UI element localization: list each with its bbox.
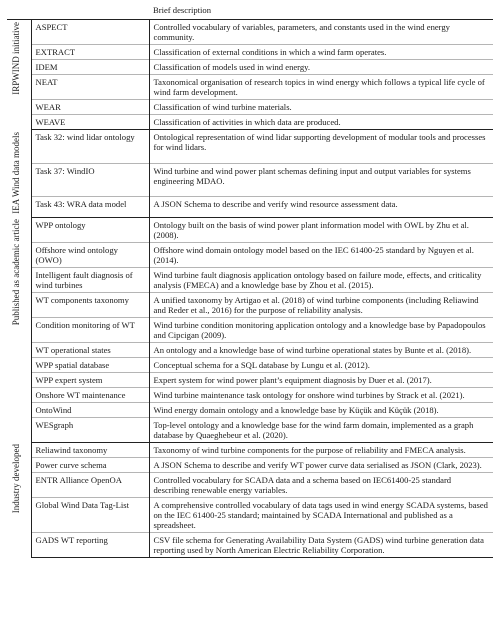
item-description: A comprehensive controlled vocabulary of data tags used in wind energy SCADA systems, based on the IEC 61400-25 standard; maintained by SCADA International and published as a spreadsheet. [149,497,493,532]
item-name: Task 32: wind lidar ontology [31,130,149,164]
item-description: Expert system for wind power plant’s equipment diagnosis by Duer et al. (2017). [149,372,493,387]
table-row [7,457,493,472]
table-row [7,267,493,292]
table-row [7,342,493,357]
item-name: ASPECT [31,20,149,45]
table-row [7,532,493,557]
item-name: NEAT [31,75,149,100]
item-name: IDEM [31,60,149,75]
table-row [7,197,493,217]
item-name: WPP ontology [31,217,149,242]
item-name: Global Wind Data Tag-List [31,497,149,532]
table-row [7,317,493,342]
table-header-row [7,2,493,20]
group-label: IEA Wind data models [11,131,21,214]
item-description: Wind turbine condition monitoring application ontology and a knowledge base by Papadopoulos and Cipcigan (2009). [149,317,493,342]
header-empty-name [31,2,149,20]
group-label: Published as academic article [11,219,21,326]
table-row [7,75,493,100]
item-name: Task 37: WindIO [31,163,149,197]
item-description: Top-level ontology and a knowledge base for the wind farm domain, implemented as a graph database by Quaeghebeur et al. (2020). [149,417,493,442]
table-row [7,115,493,130]
item-name: WT components taxonomy [31,292,149,317]
item-name: EXTRACT [31,45,149,60]
item-description: Classification of external conditions in which a wind farm operates. [149,45,493,60]
item-name: GADS WT reporting [31,532,149,557]
table-row [7,417,493,442]
table-row [7,130,493,164]
table-row [7,387,493,402]
table-row [7,163,493,197]
item-name: Reliawind taxonomy [31,442,149,457]
item-description: Controlled vocabulary of variables, parameters, and constants used in the wind energy community. [153,22,450,42]
item-name: Condition monitoring of WT [31,317,149,342]
item-description: A JSON Schema to describe and verify WT power curve data serialised as JSON (Clark, 2023). [149,457,493,472]
item-name: Offshore wind ontology (OWO) [31,242,149,267]
table-row [7,472,493,497]
group-label-cell [7,217,31,442]
item-name: Task 43: WRA data model [31,197,149,217]
item-name: WPP expert system [31,372,149,387]
item-description: Classification of models used in wind energy. [149,60,493,75]
table-body [7,20,493,558]
item-description: Taxonomy of wind turbine components for the purpose of reliability and FMECA analysis. [153,444,466,455]
table-row [7,292,493,317]
table-row [7,402,493,417]
item-name: WPP spatial database [31,357,149,372]
table-row [7,100,493,115]
table-row [7,442,493,457]
item-description: Classification of activities in which data are produced. [149,115,493,130]
table-row [7,20,493,45]
item-description: Wind turbine maintenance task ontology for onshore wind turbines by Strack et al. (2021). [149,387,493,402]
table-row [7,372,493,387]
table-row [7,357,493,372]
table-row [7,242,493,267]
item-description: Offshore wind domain ontology model based on the IEC 61400-25 standard by Nguyen et al. (2014). [149,242,493,267]
item-name: WESgraph [31,417,149,442]
item-name: Onshore WT maintenance [31,387,149,402]
group-label-cell [7,442,31,557]
item-name: Intelligent fault diagnosis of wind turbines [31,267,149,292]
item-description: CSV file schema for Generating Availability Data System (GADS) wind turbine generation data reporting used by North American Electric Reliability Corporation. [149,532,493,557]
ontology-table [7,2,493,558]
group-label: Industry developed [11,444,21,514]
table-row [7,497,493,532]
item-description: An ontology and a knowledge base of wind turbine operational states by Bunte et al. (2018). [149,342,493,357]
item-description: A unified taxonomy by Artigao et al. (2018) of wind turbine components (including Reliawind and Reder et al., 2016) for the purpose of reliability analysis. [149,292,493,317]
item-description: Ontological representation of wind lidar supporting development of modular tools and processes for wind lidars. [153,132,486,152]
header-description: Brief description [149,2,493,20]
group-label: IRPWIND initiative [11,22,21,95]
item-name: WT operational states [31,342,149,357]
table-row [7,45,493,60]
item-name: WEAVE [31,115,149,130]
item-name: OntoWind [31,402,149,417]
item-description: Classification of wind turbine materials. [149,100,493,115]
item-description: Controlled vocabulary for SCADA data and a schema based on IEC61400-25 standard describing renewable energy variables. [149,472,493,497]
item-description: A JSON Schema to describe and verify wind resource assessment data. [149,197,493,217]
item-name: WEAR [31,100,149,115]
table-row [7,217,493,242]
table-row [7,60,493,75]
header-empty-group [7,2,31,20]
item-description: Ontology built on the basis of wind power plant information model with OWL by Zhu et al. (2008). [153,219,469,240]
group-label-cell [7,20,31,130]
item-name: Power curve schema [31,457,149,472]
item-description: Wind turbine and wind power plant schemas defining input and output variables for systems engineering MDAO. [149,163,493,197]
group-label-cell [7,130,31,218]
item-description: Wind turbine fault diagnosis application ontology based on failure mode, effects, and criticality analysis (FMECA) and a knowledge base by Zhou et al. (2015). [149,267,493,292]
item-description: Conceptual schema for a SQL database by Lungu et al. (2012). [149,357,493,372]
item-description: Taxonomical organisation of research topics in wind energy which follows a typical life cycle of wind farm development. [149,75,493,100]
item-description: Wind energy domain ontology and a knowledge base by Küçük and Küçük (2018). [149,402,493,417]
item-name: ENTR Alliance OpenOA [31,472,149,497]
